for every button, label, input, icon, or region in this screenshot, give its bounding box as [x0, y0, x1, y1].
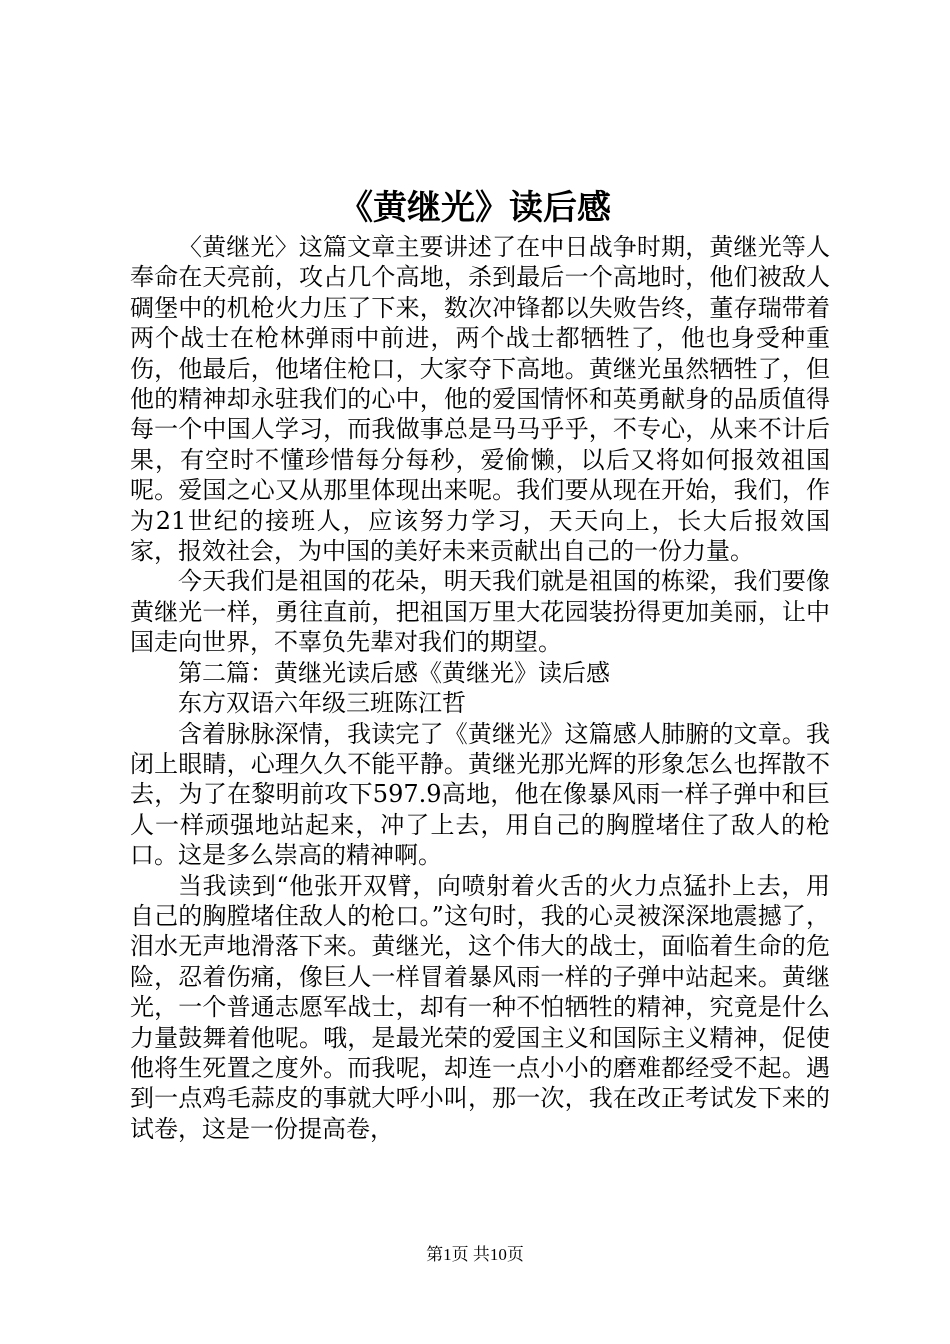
paragraph: 今天我们是祖国的花朵，明天我们就是祖国的栋梁，我们要像黄继光一样，勇往直前，把祖国万里大花园装扮得更加美丽，让中国走向世界，不辜负先辈对我们的期望。 — [130, 567, 830, 657]
paragraph: 当我读到“他张开双臂，向喷射着火舌的火力点猛扑上去，用自己的胸膛堵住敌人的枪口。”这句时，我的心灵被深深地震撼了，泪水无声地滑落下来。黄继光，这个伟大的战士，面临着生命的危险，忍着伤痛，像巨人一样冒着暴风雨一样的子弹中站起来。黄继光，一个普通志愿军战士，却有一种不怕牺牲的精神，究竟是什么力量鼓舞着他呢。哦，是最光荣的爱国主义和国际主义精神，促使他将生死置之度外。而我呢，却连一点小小的磨难都经受不起。遇到一点鸡毛蒜皮的事就大呼小叫，那一次，我在改正考试发下来的试卷，这是一份提高卷， — [130, 871, 830, 1143]
section-heading: 第二篇：黄继光读后感《黄继光》读后感 — [178, 658, 610, 687]
document-body — [130, 232, 830, 1144]
paragraph: 〈黄继光〉这篇文章主要讲述了在中日战争时期，黄继光等人奉命在天亮前，攻占几个高地，杀到最后一个高地时，他们被敌人碉堡中的机枪火力压了下来，数次冲锋都以失败告终，董存瑞带着两个战士在枪林弹雨中前进，两个战士都牺牲了，他也身受种重伤，他最后，他堵住枪口，大家夺下高地。黄继光虽然牺牲了，但他的精神却永驻我们的心中，他的爱国情怀和英勇献身的品质值得每一个中国人学习，而我做事总是马马乎乎，不专心，从来不计后果，有空时不懂珍惜每分每秒，爱偷懒，以后又将如何报效祖国呢。爱国之心又从那里体现出来呢。我们要从现在开始，我们，作为21世纪的接班人，应该努力学习，天天向上，长大后报效国家，报效社会，为中国的美好未来贡献出自己的一份力量。 — [130, 233, 830, 566]
page-number-footer: 第1页 共10页 — [426, 1245, 524, 1264]
document-title: 《黄继光》读后感 — [339, 188, 611, 228]
paragraph: 含着脉脉深情，我读完了《黄继光》这篇感人肺腑的文章。我闭上眼睛，心理久久不能平静。黄继光那光辉的形象怎么也挥散不去，为了在黎明前攻下597.9高地，他在像暴风雨一样子弹中和巨人一样顽强地站起来，冲了上去，用自己的胸膛堵住了敌人的枪口。这是多么崇高的精神啊。 — [130, 719, 830, 870]
author-line: 东方双语六年级三班陈江哲 — [178, 689, 466, 718]
